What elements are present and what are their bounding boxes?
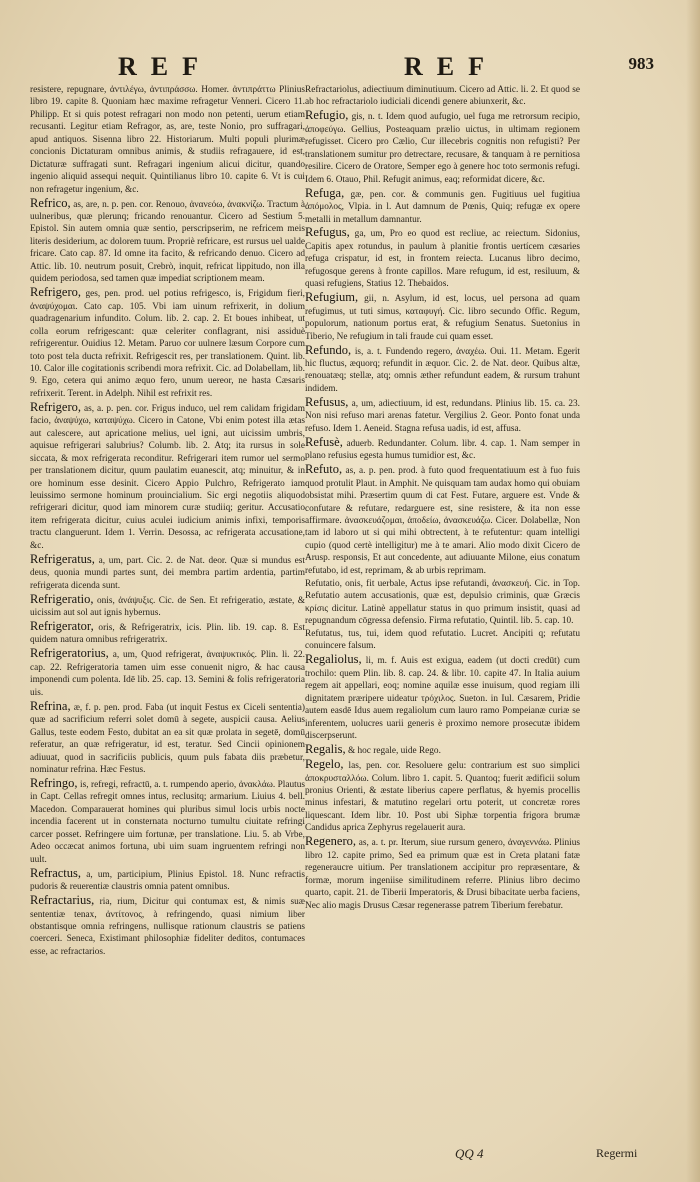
dictionary-entry — [305, 758, 580, 835]
dictionary-entry — [30, 84, 305, 196]
dictionary-entry — [30, 867, 305, 894]
entry-text: resistere, repugnare, ἀντιλέγω, ἀντιπράσσω. Homer. ἀντιπράττω Plinius libro 19. capite 8. Quoniam hæc maxime refragetur Venneri. Cicero 11. Philipp. Et si quis potest refragari non modo non petenti, uerum etiam recusanti. Legitur etiam Refragor, as, are, teste Nonio, pro suffragari, apud antiquos. Sisenna libro 22. Historiarum. Multi populi plurimæ concionis Dictaturam omnibus animis, & studiis refragauere, id est, Dictaturæ suffragati sunt. Refragari ingenium alicui dicitur, quando ingenio aliquid assequi nequit. Quintilianus libro 10. capite 6. Vt is cui non refragetur ingenium, &c. — [30, 85, 305, 195]
entry-text: is, a. t. Fundendo regero, ἀναχέω. Oui. 11. Metam. Egerit hic fluctus, æquorq; refundit in æquor. Cic. 2. de Nat. deor. Quibus altæ, renouatæq; stellæ, atq; omnis æther refundunt eadem, & rursum trahunt indidem. — [305, 346, 580, 394]
dictionary-entry — [30, 777, 305, 866]
entry-text: gis, n. t. Idem quod aufugio, uel fuga me retrorsum recipio, ἀποφεύγω. Gellius, Posteaquam prælio uictus, in ultimam regionem refugisset. Cicero pro Cælio, Cur illecebris cognitis non refugisti? Per translationem sumitur pro detrectare, recusare, & tanquam à re pernitiosa resilire. Cicero de Oratore, Semper ego à genere hoc toto sermonis refugi. Idem 6. Otauo, Phil. Refugit animus, eaq; reformidat dicere, &c. — [305, 112, 581, 185]
entry-text: aduerb. Redundanter. Colum. libr. 4. cap. 1. Nam semper in plano refusius egesta humus tumidior est, &c. — [305, 438, 580, 462]
dictionary-entry — [305, 436, 580, 463]
dictionary-entry — [30, 620, 305, 647]
entry-text: Refutatio, onis, fit uerbale, Actus ipse refutandi, ἀνασκευή. Cic. in Top. Refutatio autem accusationis, quæ est, depulsio criminis, quæ Græcis κρίσις dicitur. Latinè appellatur status in quo primum insistit, quasi ad repugnandum cōgressa defensio. Firma refutatio, Quintil. lib. 5. cap. 10. — [305, 578, 580, 627]
entry-text: ria, rium, Dicitur qui contumax est, & nimis suæ sententiæ tenax, ἀντίτονος, à refringendo, quasi nimium liber obstantisque omnia refringens, nullisque rationum claustris se patiens coerceri. Seneca, Existimant philosophiæ fideliter deditos, contumaces esse, ac refractarios. — [30, 897, 305, 957]
page-edge-shadow — [686, 0, 700, 1182]
dictionary-entry — [30, 197, 305, 286]
dictionary-entry — [305, 653, 580, 742]
entry-headword: Refrigerator, — [30, 619, 94, 634]
dictionary-entry — [30, 401, 305, 552]
dictionary-entry — [305, 187, 580, 226]
catchword: Regermi — [596, 1146, 638, 1160]
dictionary-entry — [305, 226, 580, 290]
entry-headword: Refrigero, — [30, 399, 82, 414]
entry-text: & hoc regale, uide Rego. — [347, 746, 441, 757]
entry-text: ga, um, Pro eo quod est recliue, ac reiectum. Sidonius, Capitis apex rotundus, in paulum à planitie frontis uertícem cæsaries refuga crispatur, id est, in frontem reiecta. Lucanus libro decimo, refugosque gerens à fronte capillos. Mare refugum, id est, resiluum, & quasi refugiens, Statius 12. Thebaidos. — [305, 229, 580, 290]
entry-text: a, um, participium, Plinius Epistol. 18. Nunc refractis pudoris & reuerentiæ claustris omnia patent omnibus. — [30, 869, 305, 893]
dictionary-entry — [305, 84, 580, 109]
dictionary-entry — [30, 553, 305, 592]
entry-headword: Refugus, — [305, 225, 350, 240]
entry-headword: Refringo, — [30, 775, 78, 790]
dictionary-entry — [305, 628, 580, 653]
entry-text: Refutatus, tus, tui, idem quod refutatio. Lucret. Ancipiti q; refutatu conuincere falsum. — [305, 629, 580, 652]
entry-headword: Refrina, — [30, 698, 71, 713]
entry-headword: Regalis, — [305, 742, 346, 757]
entry-text: is, refregi, refractū, a. t. rumpendo aperio, ἀνακλάω. Plautus in Capt. Cellas refregit omnes intus, reclusitq; armarium. Liuius 4. bell. Macedon. Comparauerat homines qui pluribus simul locis urbis nocte incendia facerent ut in consternata nocturno tumultu ciuitate refringi carcer posset. Refringere uim fortunæ, per translatione. Liu. 5. ab Vrbe, Adeo occæcat animos fortuna, ubi uim suam ingruentem refringi non uult. — [30, 779, 306, 865]
entry-headword: Refractarius, — [30, 893, 95, 908]
entry-headword: Refrigero, — [30, 285, 82, 300]
entry-headword: Regelo, — [305, 757, 344, 772]
entry-headword: Regenero, — [305, 834, 357, 849]
dictionary-entry — [305, 835, 580, 912]
entry-headword: Refundo, — [305, 342, 352, 357]
entry-text: ges, pen. prod. uel potius refrigesco, is, Frigidum fieri, ἀναψύχομαι. Cato cap. 105. Vbi iam uinum refrixerit, in dolium quadragenarium infundito. Colum. lib. 2. cap. 2. Et boues inhibeat, ut colla eorum refrigescant: quæ celeriter conflagrant, nisi assiduè refrigerentur. Ouidius 12. Metam. Paruo cor uulnere læsum Corpore cum toto post tela ducta refrixit. Refrigescit res, per translationem. Quint. lib. 10. Calor ille cogitationis scribendi mora refrixit. Cic. ad Dolabellam, lib. 9. Ego, cetera qui animo æquo fero, unum uereor, ne hasta Cæsaris refrixerit. Terent. in Adelph. Nihil est refrixit res. — [30, 289, 305, 399]
dictionary-entry — [305, 291, 580, 343]
entry-headword: Refrigeratorius, — [30, 646, 109, 661]
entry-headword: Refuto, — [305, 462, 343, 477]
entry-text: as, a. p. pen. cor. Frigus induco, uel rem calidam frigidam facio, ἀναψύχω, καταψύχω. Cicero in Catone, Vbi enim potest illa ætas aut calescere, aut apricatione melius, uel igni, aut uicissim umbris, aquisue refrigerari salubrius? Columb. lib. 2. Atq; ita rursus in sole siccata, & mox refrigerata reconditur. Refrigerari item rumor uel sermo per translationem dicitur, quum paulatim euanescit, atq; minuitur, & in ore hominum esse desinit. Cicero Appio Pulchro, Refrigerato iam leuissimo sermone hominum prouincialium. Sic ergi negotiis aliquod refrigerari dicitur, quod iam minorem curæ studiiq; geritur. Accusatio item refrigerata dicitur, cuius aculei iudicium animis infixi, temporis tractu clanguerunt. Idem 1. Verrin. Desossa, ac refrigerata accusatione, &c. — [30, 403, 305, 551]
header-word-right: REF — [404, 52, 498, 81]
entry-text: as, a. t. pr. Iterum, siue rursum genero, ἀναγεννάω. Plinius libro 12. capite primo, Sed ea primum quæ est in Creta platani fatæ regeneraucre uitium. Per translationem accipitur pro repræsentare, & formæ, morum ingeniise similitudinem referre. Plinius libro decimo quarto, capit. 21. de Tiberii Imperatoris, & Drusi bibacitate uerba faciens, Nec alio magis Drusus Cæsar regenerasse patrem Tiberium ferebatur. — [305, 838, 580, 911]
entry-headword: Refrico, — [30, 195, 71, 210]
entry-headword: Refuga, — [305, 185, 345, 200]
entry-text: æ, f. p. pen. prod. Faba (ut inquit Festus ex Ciceli sententia) quæ ad sacrificium referri solet domū à segete, auspicii causa. Aelius Gallus, teste eodem Festo, dubitat an ea sit quæ prolata in segetē, domū referatur, an quæ refrigeratur, id est, teratur. Sed Cincii opinionem adiuuat, quod in sacrificiis publicis, quum puls fabata diis præbetur, nominatur refrina. Hæc Festus. — [30, 702, 305, 776]
dictionary-entry — [30, 647, 305, 699]
entry-headword: Regaliolus, — [305, 652, 362, 667]
entry-text: gæ, pen. cor. & communis gen. Fugitiuus uel fugitiua ἀπόμολος, Vlpia. in l. Aut damnum de Pœnis, Quiq; refugæ ex opere metalli in metallum damnantur. — [305, 189, 580, 225]
dictionary-entry — [305, 743, 580, 757]
dictionary-entry — [30, 894, 305, 958]
header-word-left: REF — [118, 52, 212, 81]
dictionary-entry — [305, 109, 580, 186]
page-number: 983 — [628, 54, 654, 73]
dictionary-entry — [30, 593, 305, 620]
dictionary-entry — [30, 700, 305, 777]
entry-headword: Refugio, — [305, 108, 349, 123]
entry-text: gii, n. Asylum, id est, locus, uel persona ad quam refugimus, ut tuti simus, καταφυγή. Cic. libro secundo Offic. Regum, populorum, nationum portus erat, & refugium Senatus. Suetonius in Tiberio, Ne refugium in tali fraude cui quam esset. — [305, 294, 580, 342]
entry-text: onis, ἀνάψυξις. Cic. de Sen. Et refrigeratio, æstate, & uicissim aut sol aut ignis hybernus. — [30, 595, 305, 619]
entry-text: as, are, n. p. pen. cor. Renouo, ἀνανεόω, ἀνακνίζω. Tractum à uulneribus, quæ plerunq; fricando renouantur. Cicero ad Sestium 5. Epistol. Sin autem omnia quæ sentio, perscripserim, ne refricem meis literis desiderium, ac dolorem tuum. Propriè refricare, est rursus uel ualde fricare. Cato cap. 87. Id omne ita facito, & refricando denuo. Cicero ad Attic. lib. 10. neutrum posuit, Crebrò, inquit, refricat lippitudo, non illa quidem periodosa, sed tamen quæ impediat scriptionem meam. — [30, 199, 305, 285]
entry-text: las, pen. cor. Resoluere gelu: contrarium est suo simplici ἀποκρυσταλλόω. Colum. libro 1. capit. 5. Quantoq; fuerit ædificii solum pronius Orienti, & æstate liberius capere perflatus, & hyemis procellis minus infestari, & matutino regelari ortu poterit, ut concretæ rores liquescant. Idem libr. 10. Post ubi Siphæ torpentia frigora brumæ Candidus aprica Zephyrus regelauerit aura. — [305, 761, 580, 834]
dictionary-entry — [305, 396, 580, 435]
signature-mark: QQ 4 — [455, 1146, 484, 1161]
entry-headword: Refrigeratus, — [30, 551, 95, 566]
dictionary-entry — [305, 344, 580, 396]
entry-headword: Refractus, — [30, 865, 82, 880]
entry-text: as, a. p. pen. prod. à futo quod frequentatiuum est à fuo fuis quod protulit Plaut. in Amphit. Ne quisquam tam audax homo qui obuiam obsistat mihi. Præsertim quum di cat Fest. Futare, arguere est. Vnde & confutare & refutare, redarguere est, sine resistere, & ita non esse affirmare. ἀνασκευάζομαι, ἀποδείω, ἀνασκευάζω. Cicer. Dolabellæ, Non tam id laboro ut si qui mihi obtrectent, à te refutentur: quam intelligi cupio (quod certè intelligitur) me à te amari. Alio modo dixit Cicero de Arusp. responsis, Et aut concedente, aut adiuuante Milone, eius conatum refutabo, id est, reprimam, & ab urbis reprimam. — [305, 466, 581, 576]
entry-text: li, m. f. Auis est exigua, eadem (ut docti credūt) cum trochilo: quem Plin. lib. 8. cap. 24. & libr. 10. capite 47. In Italia auium regem ait appellari, eoq; nomine aquilæ esse inuisum, quod regiam illi dignitatem præripere uideatur τρόχιλος. Sueton. in Iul. Cæsarem, Pridie autem easdē Idus auem regaliolum cum lauro ramo Pompeianæ curiæ se inferentem, uolucres uarii generis è proximo nemore prosecutæ ibidem discerpserunt. — [305, 656, 581, 742]
entry-text: a, um, part. Cic. 2. de Nat. deor. Quæ si mundus est deus, quonia mundi partes sunt, dei membra partim ardentia, partim refrigerata dicenda sunt. — [30, 555, 305, 591]
entry-headword: Refusè, — [305, 434, 343, 449]
entry-headword: Refusus, — [305, 394, 349, 409]
left-column — [30, 84, 305, 959]
entry-text: Refractariolus, adiectiuum diminutiuum. Cicero ad Attic. li. 2. Et quod se ab hoc refractariolo iudiciali dicendi genere abiunxerit, &c. — [305, 85, 580, 108]
dictionary-entry — [305, 578, 580, 628]
right-column — [305, 84, 580, 913]
dictionary-entry — [30, 286, 305, 400]
page-footer — [0, 1146, 700, 1168]
entry-headword: Refrigeratio, — [30, 591, 94, 606]
entry-text: a, um, adiectiuum, id est, redundans. Plinius lib. 15. ca. 23. Non nisi refuso mari arenas fatetur. Vergilius 2. Geor. Ponto fonat unda refuso. Idem 1. Aeneid. Stagna refusa uadis, id est, affusa. — [305, 398, 581, 434]
entry-headword: Refugium, — [305, 290, 359, 305]
dictionary-entry — [305, 463, 580, 577]
entry-text: a, um, Quod refrigerat, ἀναψυκτικός. Plin. li. 22. cap. 22. Refrigeratoria tamen uim esse conuenit nigro, & hac causa imponendi cum polenta. Idē lib. 25. cap. 13. Semini & folis refrigeratoria uis. — [30, 650, 305, 698]
entry-text: oris, & Refrigeratrix, icis. Plin. lib. 19. cap. 8. Est quidem natura omnibus refrigeratrix. — [30, 623, 306, 646]
